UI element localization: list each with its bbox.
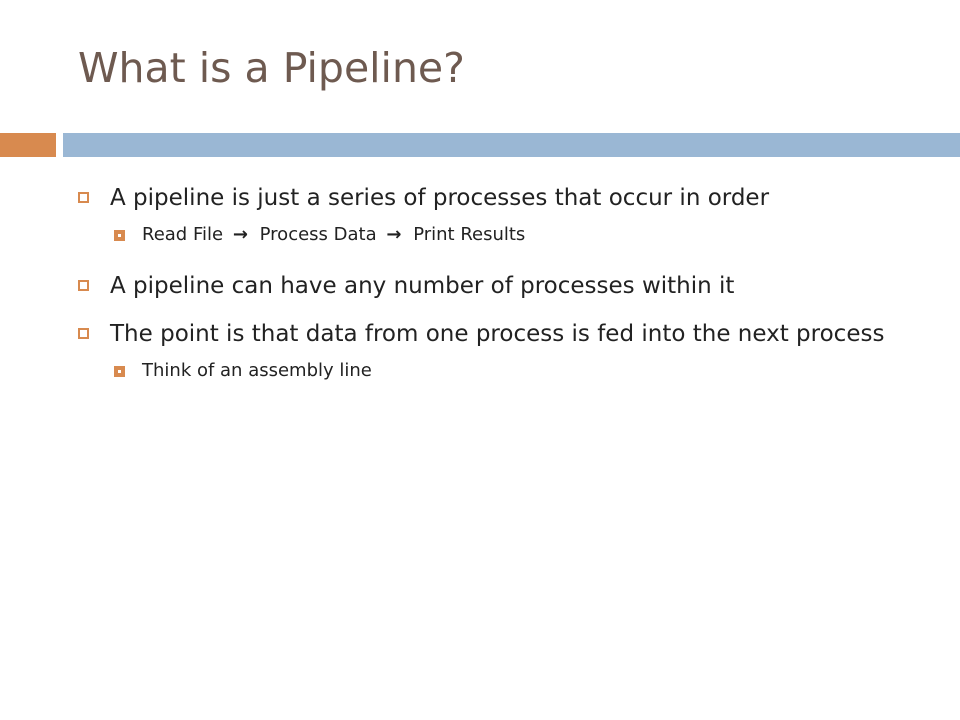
right-arrow-icon: → <box>386 224 402 245</box>
pipeline-step: Process Data <box>259 224 377 245</box>
slide-title: What is a Pipeline? <box>78 44 465 92</box>
right-arrow-icon: → <box>232 224 248 245</box>
bullet-item <box>78 266 898 306</box>
bullet-text: The point is that data from one process is fed into the next process <box>110 321 885 347</box>
bullet-text: A pipeline is just a series of processes that occur in order <box>110 185 770 211</box>
bullet-item <box>78 314 898 354</box>
sub-bullet-item <box>78 358 898 384</box>
filled-square-bullet-icon <box>114 230 125 241</box>
pipeline-step: Print Results <box>413 224 526 245</box>
slide-body <box>78 178 898 402</box>
sub-bullet-text: Think of an assembly line <box>142 360 372 381</box>
bullet-item <box>78 178 898 218</box>
pipeline-step: Read File <box>142 224 224 245</box>
title-accent-bar <box>0 133 56 157</box>
bullet-text: A pipeline can have any number of processes within it <box>110 273 735 299</box>
filled-square-bullet-icon <box>114 366 125 377</box>
square-bullet-icon <box>78 328 89 339</box>
title-divider-bar <box>63 133 960 157</box>
square-bullet-icon <box>78 280 89 291</box>
sub-bullet-item <box>78 222 898 248</box>
square-bullet-icon <box>78 192 89 203</box>
